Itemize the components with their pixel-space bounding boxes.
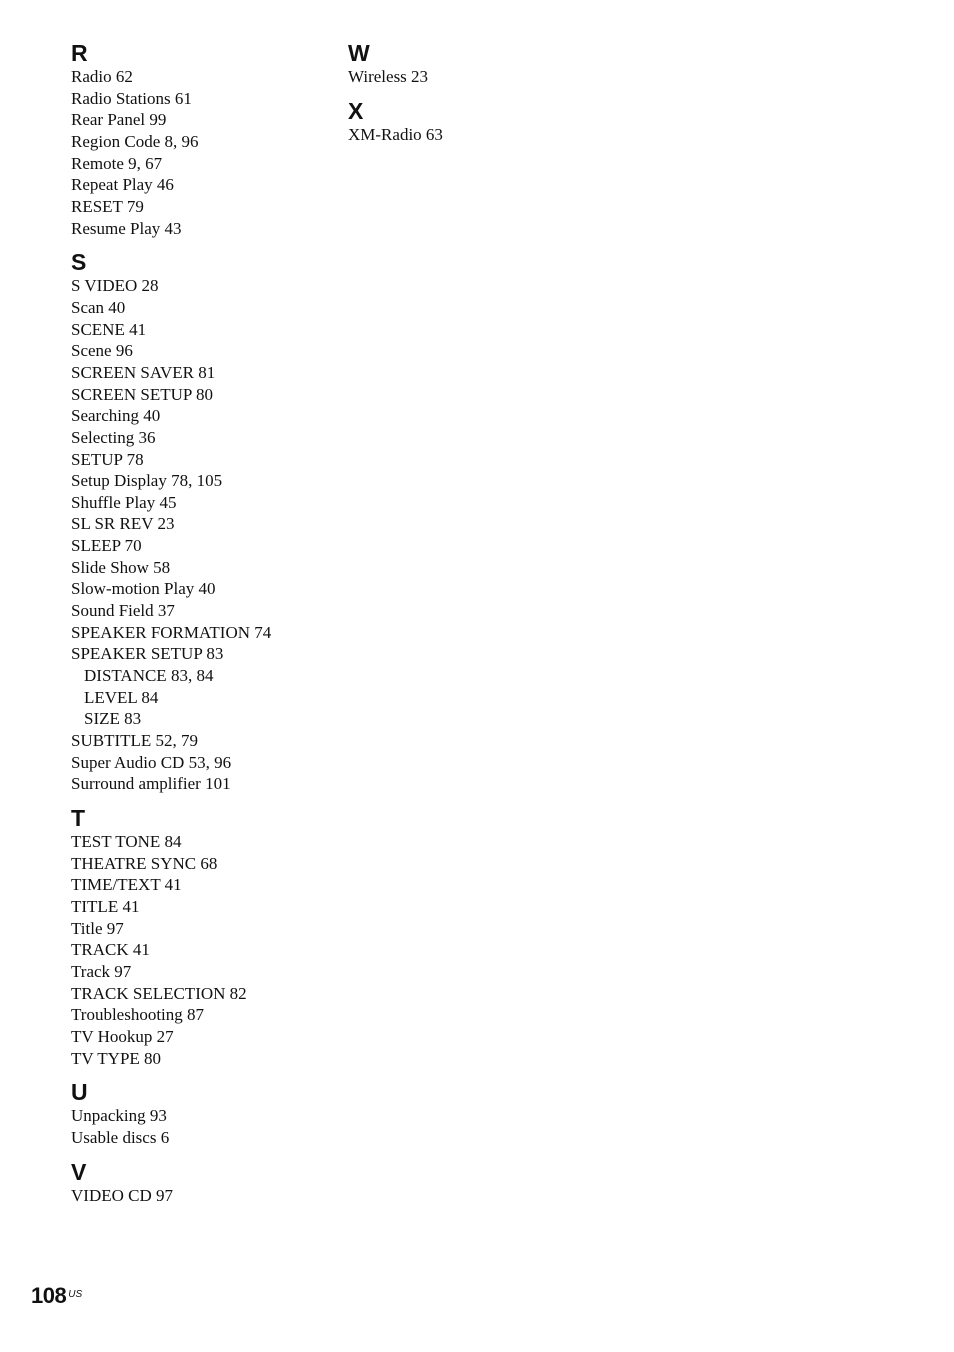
index-entry: Remote 9, 67 — [71, 153, 163, 173]
index-section — [348, 40, 618, 88]
index-entry: RESET 79 — [71, 196, 144, 216]
index-entry: Surround amplifier 101 — [71, 774, 231, 794]
index-entry: Super Audio CD 53, 96 — [71, 752, 232, 772]
index-entry: SPEAKER SETUP 83 — [71, 644, 224, 664]
index-entry: Radio 62 — [71, 67, 133, 86]
index-section — [348, 98, 618, 146]
index-entry: Sound Field 37 — [71, 601, 175, 621]
index-section — [71, 805, 341, 1069]
index-entry: Repeat Play 46 — [71, 175, 174, 195]
index-subentry: DISTANCE 83, 84 — [84, 666, 214, 686]
index-entry: VIDEO CD 97 — [71, 1185, 173, 1205]
index-entry: Radio Stations 61 — [71, 88, 192, 108]
index-column-right — [348, 40, 618, 155]
section-letter-heading: R — [71, 40, 88, 66]
page-footer — [31, 1283, 82, 1309]
index-entry: Unpacking 93 — [71, 1106, 167, 1126]
index-entry: Wireless 23 — [348, 67, 429, 86]
index-entry: Resume Play 43 — [71, 218, 182, 238]
index-entry: Title 97 — [71, 918, 124, 938]
index-section — [71, 1079, 341, 1148]
index-entry: SCREEN SETUP 80 — [71, 384, 214, 404]
section-letter-heading: T — [71, 805, 86, 831]
index-entry: Slide Show 58 — [71, 557, 171, 577]
index-entry: THEATRE SYNC 68 — [71, 853, 218, 873]
index-entry: SCENE 41 — [71, 319, 147, 339]
section-letter-heading: S — [71, 249, 87, 276]
index-entry: TIME/TEXT 41 — [71, 875, 182, 895]
index-entry: Slow-motion Play 40 — [71, 579, 216, 599]
section-letter-heading: V — [71, 1158, 87, 1185]
page-number: 108 — [31, 1283, 67, 1308]
index-subentry: SIZE 83 — [84, 709, 142, 729]
index-section — [71, 1159, 341, 1207]
index-entry: Rear Panel 99 — [71, 110, 167, 130]
section-letter-heading: W — [348, 40, 370, 66]
index-entry: SL SR REV 23 — [71, 514, 175, 534]
page-region-suffix: US — [68, 1288, 83, 1300]
index-entry: Searching 40 — [71, 406, 161, 426]
index-entry: Troubleshooting 87 — [71, 1005, 205, 1025]
index-entry: SUBTITLE 52, 79 — [71, 731, 199, 751]
index-entry: TV Hookup 27 — [71, 1026, 174, 1046]
index-entry: TEST TONE 84 — [71, 832, 182, 851]
index-entry: S VIDEO 28 — [71, 276, 159, 296]
index-entry: TRACK 41 — [71, 940, 150, 960]
index-entry: TV TYPE 80 — [71, 1048, 162, 1068]
index-entry: Shuffle Play 45 — [71, 492, 177, 512]
index-entry: XM-Radio 63 — [348, 124, 443, 144]
index-entry: SLEEP 70 — [71, 536, 142, 556]
index-entry: Setup Display 78, 105 — [71, 471, 223, 491]
index-entry: Track 97 — [71, 961, 132, 981]
index-subentry: LEVEL 84 — [84, 687, 159, 707]
index-entry: Selecting 36 — [71, 427, 156, 447]
section-letter-heading: X — [348, 97, 364, 124]
index-entry: SCREEN SAVER 81 — [71, 362, 216, 382]
index-section — [71, 40, 341, 239]
index-entry: Scan 40 — [71, 297, 126, 317]
index-entry: Usable discs 6 — [71, 1127, 170, 1147]
index-entry: SPEAKER FORMATION 74 — [71, 622, 272, 642]
index-entry: TITLE 41 — [71, 896, 140, 916]
index-entry: Scene 96 — [71, 341, 133, 361]
index-column-left — [71, 40, 341, 1216]
index-entry: SETUP 78 — [71, 449, 144, 469]
index-entry: TRACK SELECTION 82 — [71, 983, 247, 1003]
index-entry: Region Code 8, 96 — [71, 131, 199, 151]
section-letter-heading: U — [71, 1079, 88, 1106]
index-section — [71, 249, 341, 795]
